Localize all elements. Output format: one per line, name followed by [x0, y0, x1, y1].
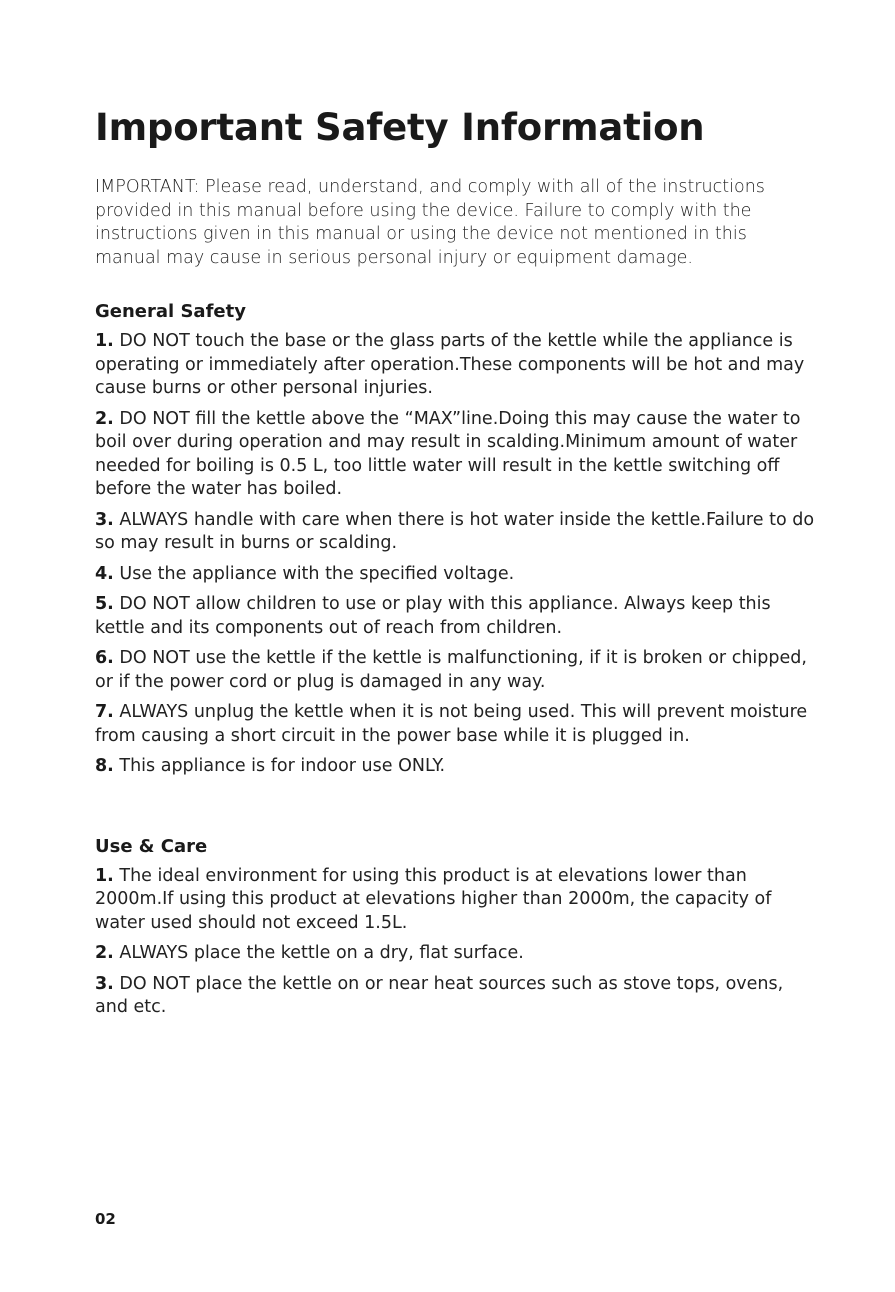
general-safety-item-6 [95, 647, 815, 694]
use-care-item-2 [95, 942, 815, 966]
intro-paragraph: IMPORTANT: Please read, understand, and comply with all of the instructions provided in this manual before using the device. Failure to comply with the instructions given in this manual or using the device not mentioned in this manual may cause in serious personal injury or equipment damage. [95, 177, 765, 268]
general-safety-item-8 [95, 755, 815, 779]
item-number: 6. [95, 648, 114, 668]
use-care-item-1 [95, 865, 815, 936]
page-title: Important Safety Information [95, 106, 705, 149]
item-text: ALWAYS unplug the kettle when it is not being used. This will prevent moisture from causing a short circuit in the power base while it is plugged in. [95, 702, 808, 746]
item-number: 3. [95, 509, 114, 530]
item-number: 7. [95, 702, 114, 722]
item-number: 5. [95, 594, 114, 614]
item-number: 8. [95, 756, 114, 776]
item-text: DO NOT touch the base or the glass parts of the kettle while the appliance is operating or immediately after operation.These components will be hot and may cause burns or other personal injuries. [95, 331, 805, 398]
item-text: DO NOT use the kettle if the kettle is malfunctioning, if it is broken or chipped, or if the power cord or plug is damaged in any way. [95, 648, 807, 692]
general-safety-item-3 [95, 509, 815, 556]
item-number: 1. [95, 331, 114, 351]
use-care-item-3 [95, 973, 815, 1020]
item-text: ALWAYS place the kettle on a dry, flat surface. [119, 943, 524, 963]
section-heading-use-care: Use & Care [95, 835, 208, 857]
use-care-section [95, 835, 815, 1020]
general-safety-item-7 [95, 701, 815, 748]
general-safety-section [95, 300, 815, 779]
item-number: 2. [95, 408, 114, 429]
manual-page [95, 104, 815, 1027]
item-text: The ideal environment for using this product is at elevations lower than 2000m.If using this product at elevations higher than 2000m, the capacity of water used should not exceed 1.5L. [95, 865, 772, 933]
item-number: 3. [95, 973, 114, 994]
general-safety-item-4 [95, 563, 815, 587]
item-text: DO NOT place the kettle on or near heat sources such as stove tops, ovens, and etc. [95, 973, 784, 1017]
item-text: This appliance is for indoor use ONLY. [119, 756, 446, 776]
page-number: 02 [95, 1210, 116, 1228]
item-number: 2. [95, 943, 114, 963]
item-text: ALWAYS handle with care when there is hot water inside the kettle.Failure to do so may result in burns or scalding. [95, 509, 815, 553]
item-text: Use the appliance with the specified voltage. [119, 563, 515, 584]
item-text: DO NOT allow children to use or play with this appliance. Always keep this kettle and its components out of reach from children. [95, 594, 771, 638]
general-safety-item-2 [95, 408, 815, 502]
item-number: 4. [95, 563, 114, 584]
general-safety-item-1 [95, 330, 815, 401]
general-safety-item-5 [95, 593, 815, 640]
section-spacer [95, 786, 815, 835]
item-number: 1. [95, 865, 114, 886]
section-heading-general-safety: General Safety [95, 301, 246, 322]
item-text: DO NOT fill the kettle above the “MAX”line.Doing this may cause the water to boil over during operation and may result in scalding.Minimum amount of water needed for boiling is 0.5 L, too little water will result in the kettle switching off before the water has boiled. [95, 408, 801, 499]
